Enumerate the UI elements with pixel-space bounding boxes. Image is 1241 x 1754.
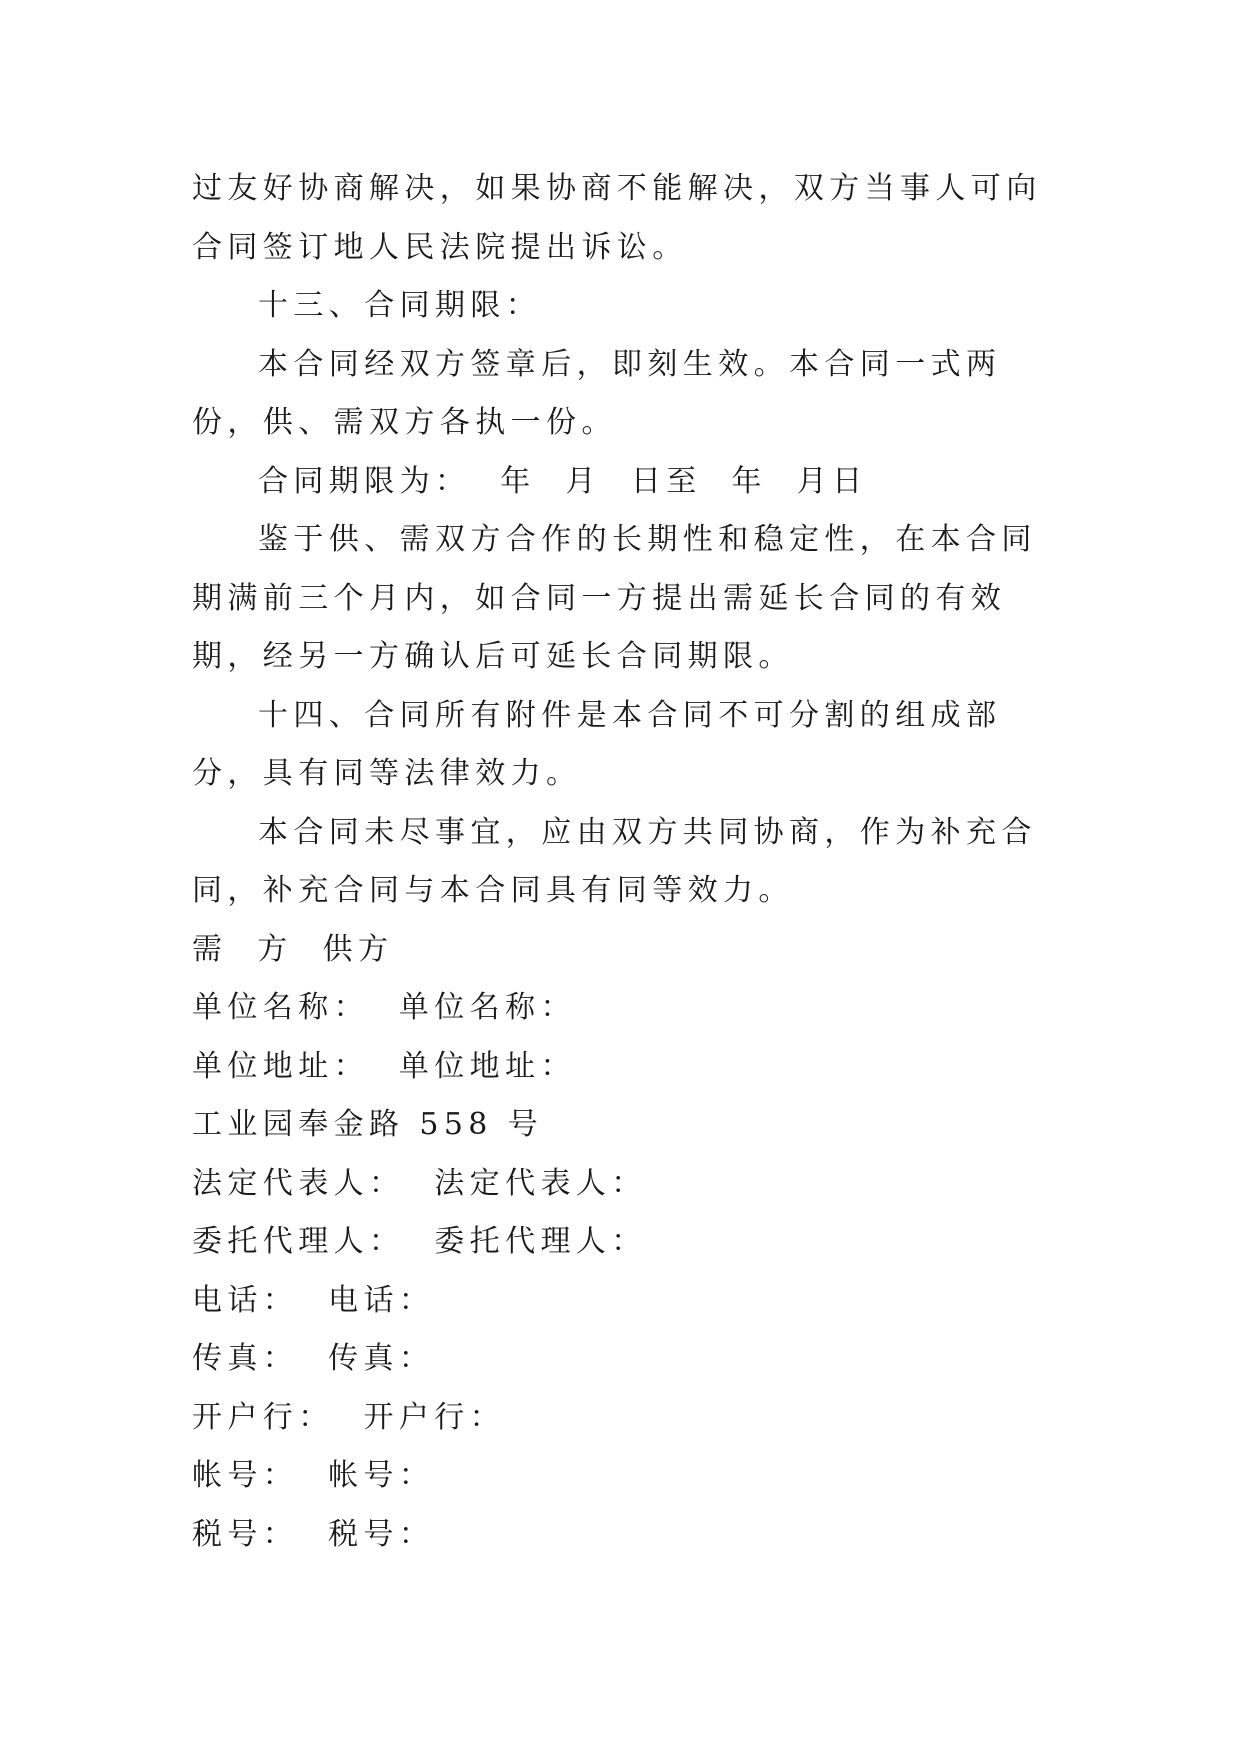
signature-company-address: 单位地址： 单位地址：: [192, 1048, 576, 1084]
signature-tax-id: 税号： 税号：: [192, 1516, 435, 1552]
paragraph-extension: 鉴于供、需双方合作的长期性和稳定性，在本合同期满前三个月内，如合同一方提出需延长合同的有效期，经另一方确认后可延长合同期限。: [192, 522, 1037, 674]
paragraph-effectiveness: 本合同经双方签章后，即刻生效。本合同一式两份，供、需双方各执一份。: [192, 346, 1002, 440]
signature-account: 帐号： 帐号：: [192, 1458, 435, 1493]
signature-company-name: 单位名称： 单位名称：: [192, 990, 576, 1025]
signature-agent: 委托代理人： 委托代理人：: [192, 1224, 647, 1259]
paragraph-supplementary: 本合同未尽事宜，应由双方共同协商，作为补充合同，补充合同与本合同具有同等效力。: [192, 814, 1037, 908]
signature-address-value: 工业园奉金路 558 号: [192, 1107, 544, 1142]
signature-bank: 开户行： 开户行：: [192, 1399, 506, 1435]
signature-legal-rep: 法定代表人： 法定代表人：: [192, 1165, 647, 1201]
signature-phone: 电话： 电话：: [192, 1282, 435, 1318]
document-body: [192, 160, 1062, 1564]
paragraph-dispute-resolution: 过友好协商解决，如果协商不能解决，双方当事人可向合同签订地人民法院提出诉讼。: [192, 171, 1042, 265]
paragraph-attachments: 十四、合同所有附件是本合同不可分割的组成部分，具有同等法律效力。: [192, 697, 1002, 791]
signature-parties: 需 方 供方: [192, 931, 394, 967]
signature-fax: 传真： 传真：: [192, 1341, 435, 1376]
heading-contract-term: 十三、合同期限：: [258, 288, 542, 323]
paragraph-term-dates: 合同期限为： 年 月 日至 年 月日: [258, 463, 868, 499]
